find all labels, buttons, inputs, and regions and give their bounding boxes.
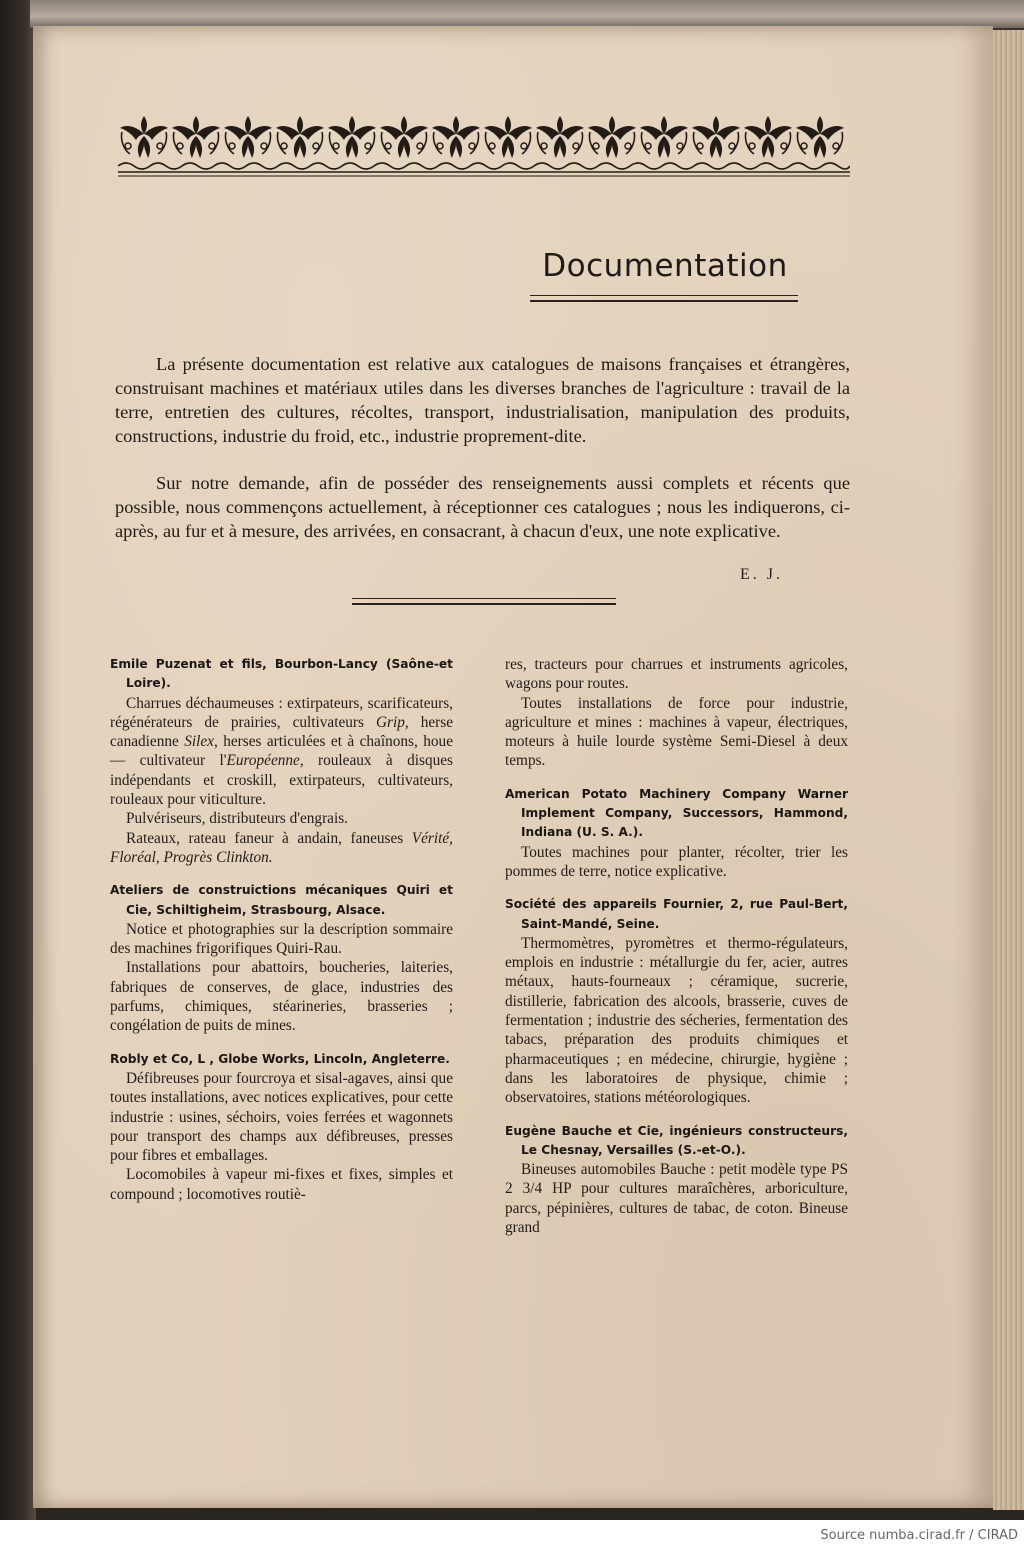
continued-paragraph: res, tracteurs pour charrues et instruments agricoles, wagons pour routes. bbox=[505, 656, 848, 693]
page-edges bbox=[993, 30, 1024, 1510]
intro-paragraph-1: La présente documentation est relative aux catalogues de maisons françaises et étrangères, construisant machines et matériaux utiles dans les diverses branches de l'agriculture : travail de la terre, entretien des cultures, récoltes, transport, industrialisation, manipulation des produits, constructions, industrie du froid, etc., industrie proprement-dite. bbox=[115, 354, 850, 446]
entry-paragraph: Toutes installations de force pour industrie, agriculture et mines : machines à vapeur, électriques, moteurs à huile lourde système Semi-Diesel à deux temps. bbox=[505, 694, 848, 770]
catalogue-entry bbox=[110, 881, 453, 1035]
page-title: Documentation bbox=[542, 248, 788, 284]
company-heading: Robly et Co, L , Globe Works, Lincoln, Angleterre. bbox=[110, 1051, 450, 1066]
catalogue-entry bbox=[505, 895, 848, 1107]
signature: E. J. bbox=[740, 566, 783, 583]
company-heading: American Potato Machinery Company Warner Implement Company, Successors, Hammond, Indiana (U. S. A.). bbox=[505, 786, 848, 840]
ornament-band bbox=[118, 108, 850, 180]
entry-paragraph: Charrues déchaumeuses : extirpateurs, scarificateurs, régénérateurs de prairies, cultivateurs Grip, herse canadienne Silex, herses articulées et à chaînons, houe — cultivateur l'Européenne, rouleaux à disques indépendants et croskill, extirpateurs, cultivateurs, rouleaux pour viticulture. bbox=[110, 694, 453, 809]
left-column bbox=[110, 655, 453, 1204]
intro-paragraph-2: Sur notre demande, afin de posséder des renseignements aussi complets et récents que possible, nous commençons actuellement, à réceptionner ces catalogues ; nous les indiquerons, ci-après, au fur et à mesure, des arrivées, en consacrant, à chacun d'eux, une note explicative. bbox=[115, 473, 850, 541]
entry-paragraph: Rateaux, rateau faneur à andain, faneuses Vérité, Floréal, Progrès Clinkton. bbox=[110, 829, 453, 866]
catalogue-entry bbox=[110, 1050, 453, 1204]
source-credit: Source numba.cirad.fr / CIRAD bbox=[820, 1528, 1018, 1543]
entry-paragraph: Installations pour abattoirs, boucheries, laiteries, fabriques de conserves, de glace, industries des parfums, chimiques, stéarineries, brasseries ; congélation de puits de mines. bbox=[110, 959, 453, 1035]
entry-paragraph: Thermomètres, pyromètres et thermo-régulateurs, emplois en industrie : métallurgie du fer, acier, autres métaux, hauts-fourneaux ; céramique, sucrerie, distillerie, fabrication des alcools, brasserie, cuves de fermentation ; industrie des sécheries, fermentation des tabacs, préparation des produits chimiques et pharmaceutiques ; en médecine, chirurgie, hygiène ; dans les laboratoires de physique, chimie ; observatoires, stations météorologiques. bbox=[505, 934, 848, 1107]
entry-paragraph: Défibreuses pour fourcroya et sisal-agaves, ainsi que toutes installations, avec notices explicatives, pour cette industrie : usines, séchoirs, voies ferrées et wagonnets pour transport des champs aux défibreuses, presses pour fibres et emballages. bbox=[110, 1069, 453, 1165]
entry-paragraph: Notice et photographies sur la description sommaire des machines frigorifiques Quiri-Rau. bbox=[110, 920, 453, 958]
title-rule-top bbox=[530, 295, 798, 296]
separator-rule-bottom bbox=[352, 603, 616, 605]
entry-paragraph: Locomobiles à vapeur mi-fixes et fixes, simples et compound ; locomotives routiè- bbox=[110, 1166, 453, 1203]
entry-paragraph: Toutes machines pour planter, récolter, trier les pommes de terre, notice explicative. bbox=[505, 843, 848, 880]
company-heading: Ateliers de construictions mécaniques Quiri et Cie, Schiltigheim, Strasbourg, Alsace. bbox=[110, 883, 453, 917]
catalogue-entry bbox=[505, 1122, 848, 1238]
separator-rule-top bbox=[352, 598, 616, 599]
right-column bbox=[505, 655, 848, 1237]
company-heading: Eugène Bauche et Cie, ingénieurs constructeurs, Le Chesnay, Versailles (S.-et-O.). bbox=[505, 1123, 848, 1157]
company-heading: Société des appareils Fournier, 2, rue Paul-Bert, Saint-Mandé, Seine. bbox=[505, 897, 848, 931]
entry-paragraph: Pulvériseurs, distributeurs d'engrais. bbox=[126, 810, 348, 828]
company-heading: Emile Puzenat et fils, Bourbon-Lancy (Saône-et Loire). bbox=[110, 657, 453, 691]
catalogue-entry bbox=[505, 785, 848, 881]
catalogue-entry bbox=[110, 655, 453, 867]
title-rule-bottom bbox=[530, 300, 798, 302]
binding-shadow bbox=[0, 0, 36, 1520]
entry-paragraph: Bineuses automobiles Bauche : petit modèle type PS 2 3/4 HP pour cultures maraîchères, arboriculture, parcs, pépinières, cultures de tabac, de coton. Bineuse grand bbox=[505, 1161, 848, 1237]
